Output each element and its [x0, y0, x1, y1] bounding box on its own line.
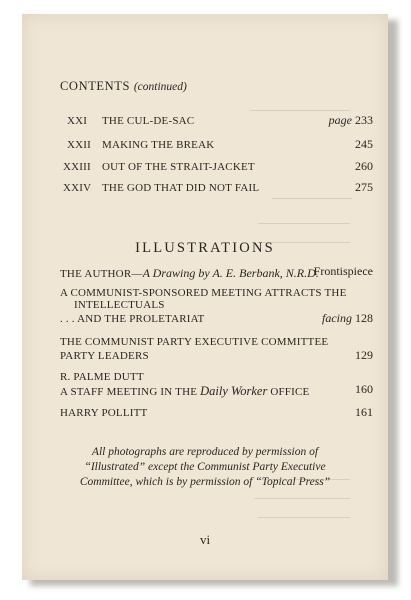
- illustration-page: facing 128: [322, 311, 373, 325]
- show-through: [258, 517, 350, 518]
- illustration-caption: A STAFF MEETING IN THE Daily Worker OFFICE: [60, 384, 310, 398]
- illustration-caption: HARRY POLLITT: [60, 407, 148, 419]
- show-through: [254, 498, 350, 499]
- show-through: [272, 198, 352, 199]
- show-through: [258, 223, 350, 224]
- illustrations-heading: ILLUSTRATIONS: [135, 240, 275, 256]
- illustration-caption: INTELLECTUALS: [74, 299, 165, 311]
- toc-title: THE CUL-DE-SAC: [102, 115, 195, 127]
- toc-page: 275: [355, 180, 373, 194]
- illustration-page: 161: [355, 405, 373, 419]
- illustration-page: 160: [355, 382, 373, 396]
- permissions-note: All photographs are reproduced by permission of “Illustrated” except the Communist Party Executive Committee, which is by permission of “Topical Press”: [79, 446, 331, 488]
- toc-page: page 233: [328, 113, 373, 127]
- contents-heading: CONTENTS (continued): [60, 79, 187, 93]
- book-page: [22, 14, 388, 580]
- show-through: [250, 110, 350, 111]
- illustration-caption: R. PALME DUTT: [60, 371, 144, 383]
- illustration-caption: . . . AND THE PROLETARIAT: [60, 313, 205, 325]
- toc-numeral: XXII: [67, 139, 92, 151]
- illustration-caption: A COMMUNIST-SPONSORED MEETING ATTRACTS THE: [60, 287, 347, 299]
- illustration-page: Frontispiece: [313, 264, 373, 278]
- toc-numeral: XXIII: [63, 161, 91, 173]
- illustration-caption: THE AUTHOR—A Drawing by A. E. Berbank, N.R.D.: [60, 266, 319, 280]
- toc-page: 245: [355, 137, 373, 151]
- toc-page: 260: [355, 159, 373, 173]
- illustration-caption: PARTY LEADERS: [60, 350, 149, 362]
- toc-title: OUT OF THE STRAIT-JACKET: [102, 161, 255, 173]
- illustration-page: 129: [355, 348, 373, 362]
- illustration-caption: THE COMMUNIST PARTY EXECUTIVE COMMITTEE: [60, 336, 329, 348]
- toc-title: THE GOD THAT DID NOT FAIL: [102, 182, 260, 194]
- toc-numeral: XXI: [67, 115, 88, 127]
- page-number: vi: [199, 532, 211, 547]
- toc-title: MAKING THE BREAK: [102, 139, 215, 151]
- toc-numeral: XXIV: [63, 182, 92, 194]
